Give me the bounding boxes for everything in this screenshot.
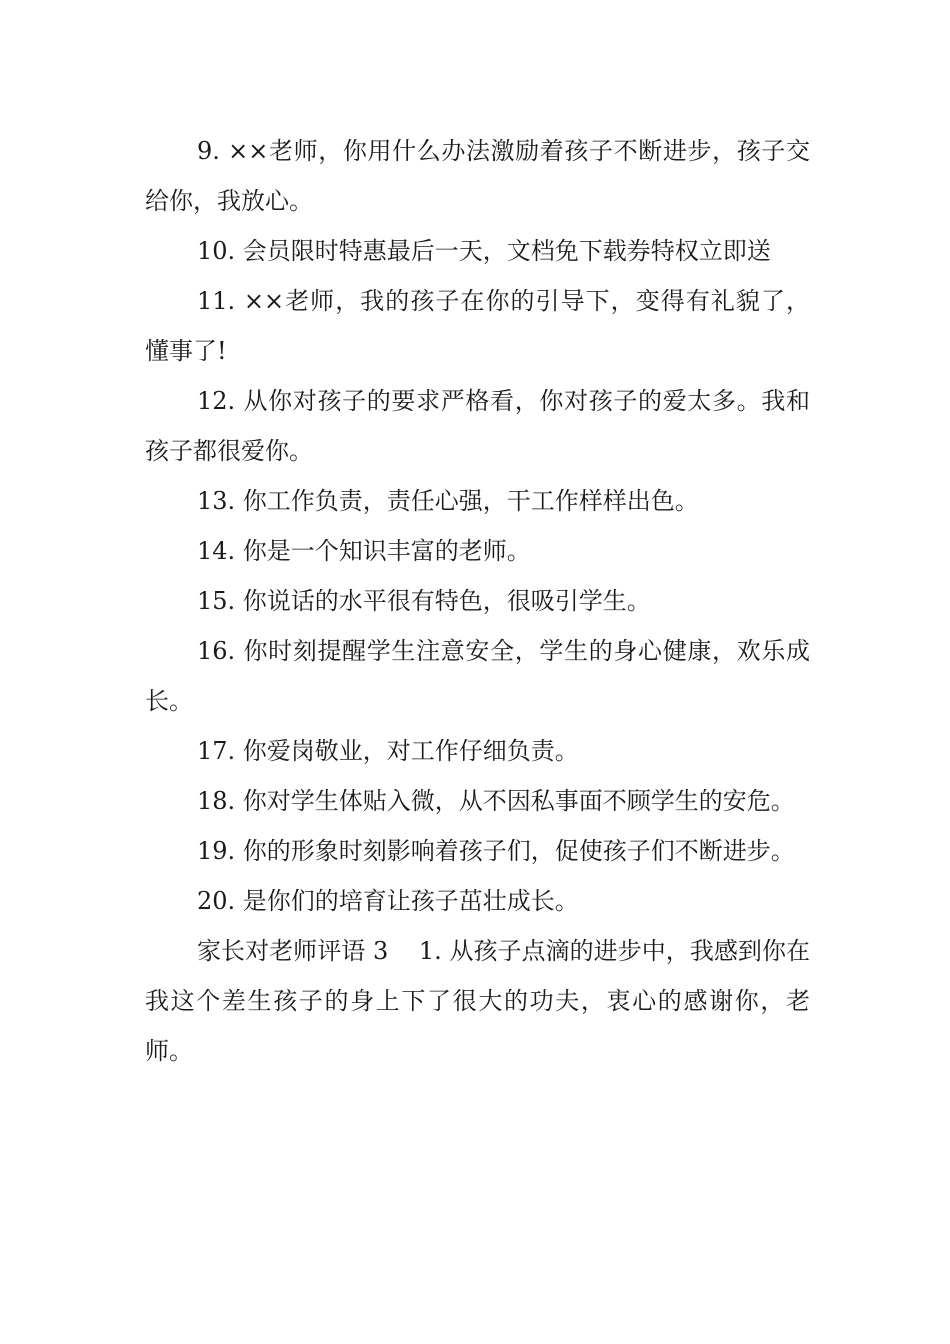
- paragraph-item-16: 16. 你时刻提醒学生注意安全，学生的身心健康，欢乐成长。: [145, 637, 810, 715]
- paragraph-item-14: 14. 你是一个知识丰富的老师。: [197, 537, 531, 565]
- paragraph-item-19: 19. 你的形象时刻影响着孩子们，促使孩子们不断进步。: [197, 837, 795, 865]
- paragraph-item-13: 13. 你工作负责，责任心强，干工作样样出色。: [197, 487, 699, 515]
- paragraph-item-12: 12. 从你对孩子的要求严格看，你对孩子的爱太多。我和孩子都很爱你。: [145, 387, 810, 465]
- paragraph-item-9: 9. ××老师，你用什么办法激励着孩子不断进步，孩子交给你，我放心。: [145, 137, 810, 215]
- paragraph-item-10: 10. 会员限时特惠最后一天，文档免下载券特权立即送: [197, 237, 771, 265]
- paragraph-item-18: 18. 你对学生体贴入微，从不因私事面不顾学生的安危。: [197, 787, 795, 815]
- paragraph-item-15: 15. 你说话的水平很有特色，很吸引学生。: [197, 587, 651, 615]
- section-heading-paragraph: 家长对老师评语 3 1. 从孩子点滴的进步中，我感到你在我这个差生孩子的身上下了很大的功夫，衷心的感谢你，老师。: [145, 937, 810, 1065]
- paragraph-item-20: 20. 是你们的培育让孩子茁壮成长。: [197, 887, 579, 915]
- paragraph-item-11: 11. ××老师，我的孩子在你的引导下，变得有礼貌了，懂事了!: [145, 287, 810, 365]
- document-body: [145, 126, 810, 1076]
- paragraph-item-17: 17. 你爱岗敬业，对工作仔细负责。: [197, 737, 579, 765]
